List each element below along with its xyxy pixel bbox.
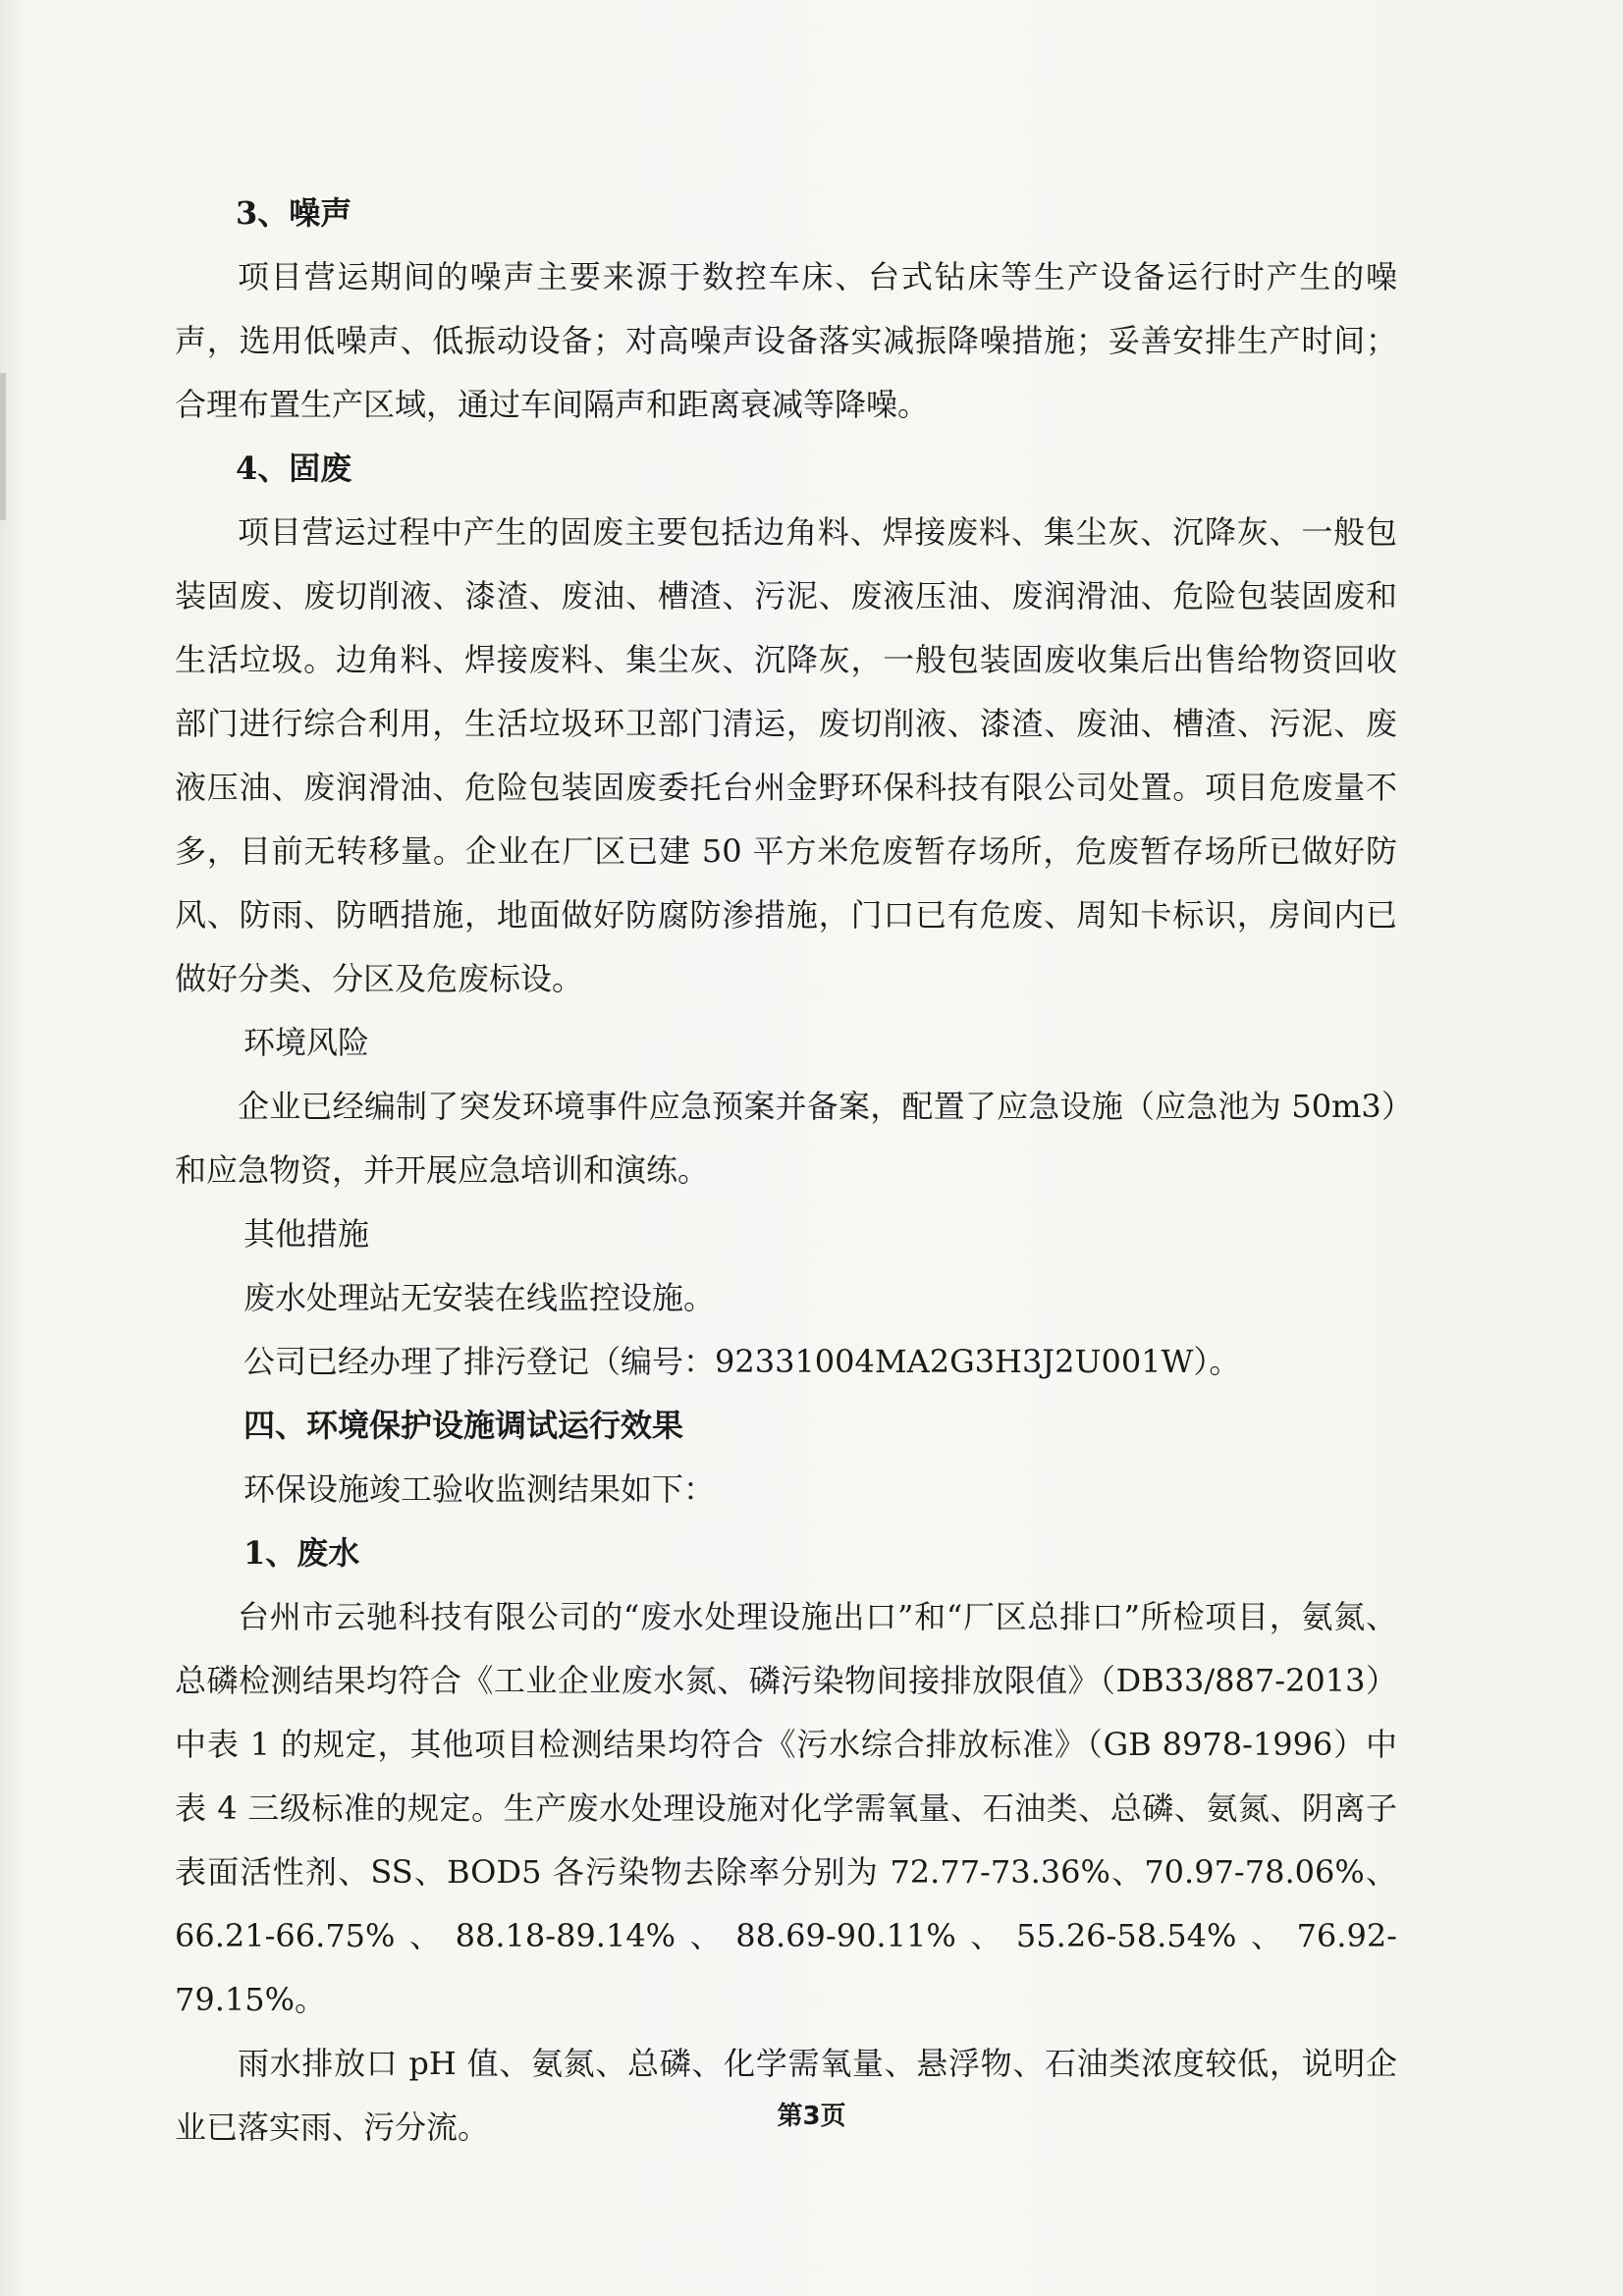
solid-waste-heading: 4、固废 bbox=[236, 450, 352, 487]
scan-edge-mark bbox=[0, 373, 6, 520]
results-intro: 环保设施竣工验收监测结果如下： bbox=[243, 1470, 716, 1508]
environmental-risk-heading: 环境风险 bbox=[243, 1024, 370, 1061]
other-measures-heading: 其他措施 bbox=[243, 1215, 370, 1253]
wastewater-heading: 1、废水 bbox=[243, 1534, 360, 1572]
document-body bbox=[175, 182, 1397, 2160]
page-number: 第3页 bbox=[777, 2102, 846, 2131]
noise-heading: 3、噪声 bbox=[236, 194, 352, 232]
other-measures-line-2: 公司已经办理了排污登记（编号：92331004MA2G3H3J2U001W）。 bbox=[243, 1343, 1241, 1380]
environmental-risk-paragraph: 企业已经编制了突发环境事件应急预案并备案，配置了应急设施（应急池为 50m3）和应急物资，并开展应急培训和演练。 bbox=[175, 1088, 1397, 1189]
other-measures-line-1: 废水处理站无安装在线监控设施。 bbox=[243, 1279, 716, 1316]
noise-paragraph: 项目营运期间的噪声主要来源于数控车床、台式钻床等生产设备运行时产生的噪声，选用低噪声、低振动设备；对高噪声设备落实减振降噪措施；妥善安排生产时间；合理布置生产区域，通过车间隔声和距离衰减等降噪。 bbox=[175, 258, 1397, 423]
solid-waste-paragraph: 项目营运过程中产生的固废主要包括边角料、焊接废料、集尘灰、沉降灰、一般包装固废、废切削液、漆渣、废油、槽渣、污泥、废液压油、废润滑油、危险包装固废和生活垃圾。边角料、焊接废料、集尘灰、沉降灰，一般包装固废收集后出售给物资回收部门进行综合利用，生活垃圾环卫部门清运，废切削液、漆渣、废油、槽渣、污泥、废液压油、废润滑油、危险包装固废委托台州金野环保科技有限公司处置。项目危废量不多，目前无转移量。企业在厂区已建 50 平方米危废暂存场所，危废暂存场所已做好防风、防雨、防晒措施，地面做好防腐防渗措施，门口已有危废、周知卡标识，房间内已做好分类、分区及危废标设。 bbox=[175, 513, 1397, 997]
rainwater-paragraph: 雨水排放口 pH 值、氨氮、总磷、化学需氧量、悬浮物、石油类浓度较低，说明企业已落实雨、污分流。 bbox=[175, 2045, 1397, 2146]
section-4-heading: 四、环境保护设施调试运行效果 bbox=[243, 1407, 684, 1444]
wastewater-paragraph: 台州市云驰科技有限公司的“废水处理设施出口”和“厂区总排口”所检项目，氨氮、总磷检测结果均符合《工业企业废水氮、磷污染物间接排放限值》（DB33/887-2013）中表 1 的规定，其他项目检测结果均符合《污水综合排放标准》（GB 8978-1996）中表 4 三级标准的规定。生产废水处理设施对化学需氧量、石油类、总磷、氨氮、阴离子表面活性剂、SS、BOD5 各污染物去除率分别为 72.77-73.36%、70.97-78.06%、66.21-66.75%、88.18-89.14%、88.69-90.11%、55.26-58.54%、76.92-79.15%。 bbox=[175, 1598, 1397, 2018]
